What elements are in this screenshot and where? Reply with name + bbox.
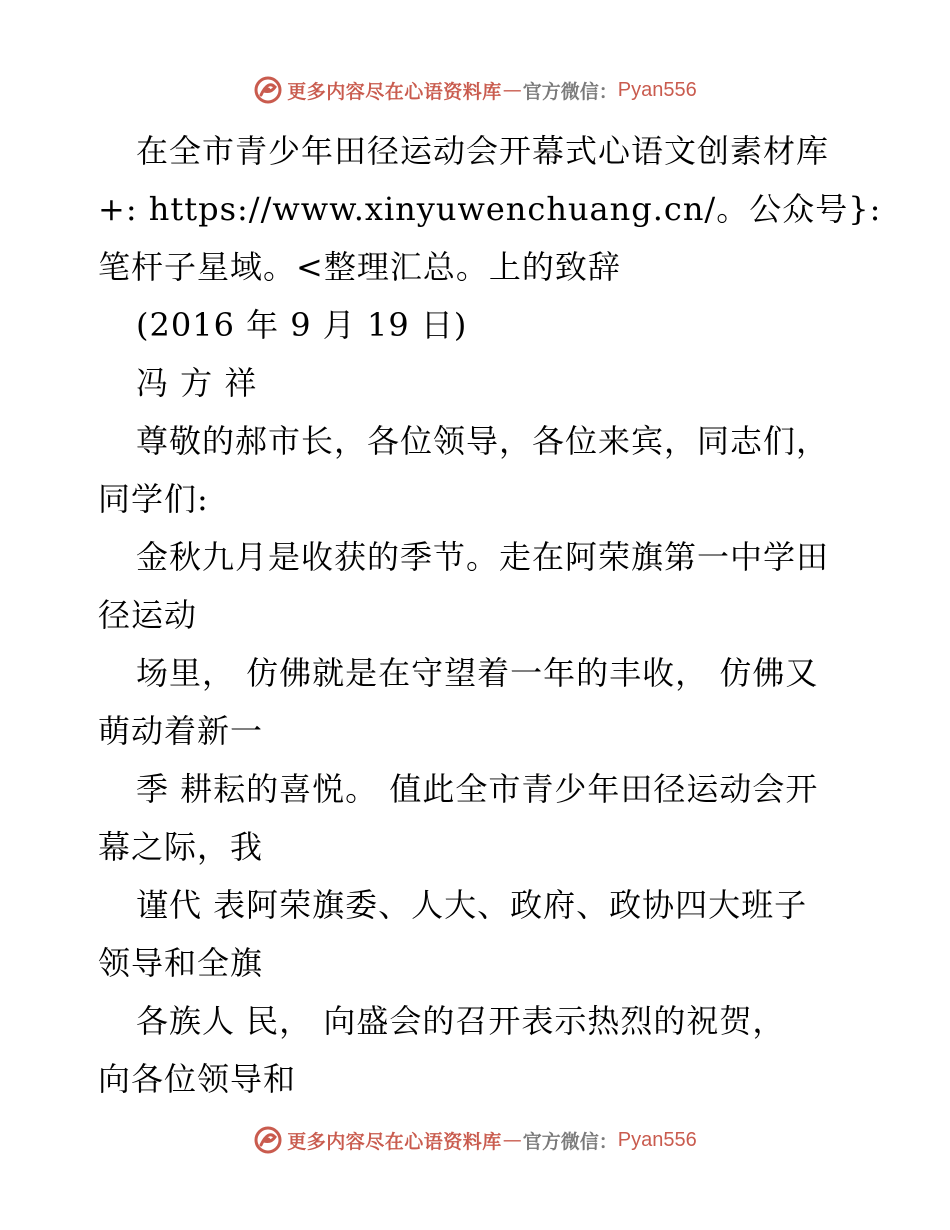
- document-line: 在全市青少年田径运动会开幕式心语文创素材库: [136, 132, 830, 170]
- document-line: 尊敬的郝市长，各位领导，各位来宾，同志们，: [136, 422, 830, 460]
- document-line: 向各位领导和: [98, 1060, 297, 1098]
- banner-site-text: 更多内容尽在心语资料库: [287, 80, 502, 103]
- banner-account: Pyan556: [617, 78, 697, 101]
- document-line: 场里， 仿佛就是在守望着一年的丰收， 仿佛又: [136, 654, 819, 692]
- document-line: 幕之际，我: [98, 828, 264, 866]
- document-line: 谨代 表阿荣旗委、人大、政府、政协四大班子: [136, 886, 808, 924]
- banner-site-text: 更多内容尽在心语资料库: [287, 1130, 502, 1153]
- document-body: [98, 122, 882, 1108]
- document-line: +: https://www.xinyuwenchuang.cn/。公众号}:: [98, 190, 882, 228]
- document-line: 各族人 民， 向盛会的召开表示热烈的祝贺，: [136, 1002, 786, 1040]
- document-line: 冯 方 祥: [136, 364, 258, 402]
- document-line: 金秋九月是收获的季节。走在阿荣旗第一中学田: [136, 538, 830, 576]
- document-line: 萌动着新一: [98, 712, 264, 750]
- document-line: 同学们:: [98, 480, 209, 518]
- document-line: 径运动: [98, 596, 198, 634]
- document-line: 季 耕耘的喜悦。 值此全市青少年田径运动会开: [136, 770, 819, 808]
- banner-wechat-label: 官方微信：: [522, 80, 618, 103]
- document-line: 笔杆子星域。<整理汇总。上的致辞: [98, 248, 621, 286]
- document-line: 领导和全旗: [98, 944, 264, 982]
- banner-dash: —: [502, 1129, 522, 1151]
- header-banner: [0, 70, 950, 110]
- document-line: (2016 年 9 月 19 日): [136, 306, 468, 344]
- banner-dash: —: [502, 79, 522, 101]
- footer-banner: [0, 1120, 950, 1160]
- swirl-logo-icon: [253, 1125, 283, 1155]
- swirl-logo-icon: [253, 75, 283, 105]
- banner-account: Pyan556: [617, 1128, 697, 1151]
- banner-wechat-label: 官方微信：: [522, 1130, 618, 1153]
